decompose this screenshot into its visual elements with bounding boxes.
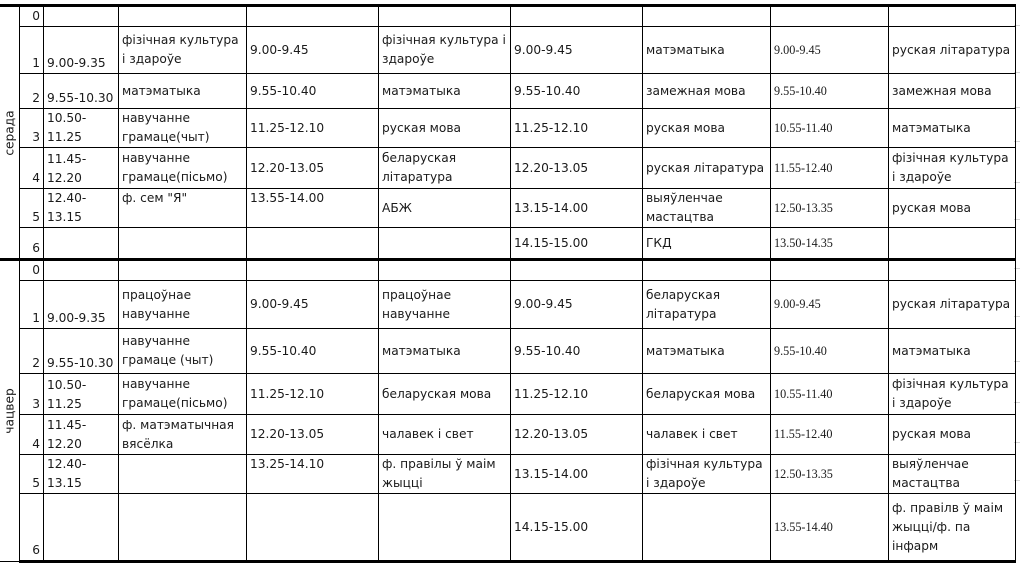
subject-cell[interactable]: беларуская мова xyxy=(643,374,771,415)
subject-cell[interactable] xyxy=(379,6,511,27)
subject-cell[interactable]: беларуская літаратура xyxy=(379,148,511,189)
lesson-number-cell[interactable]: 5 xyxy=(20,455,44,494)
time-cell[interactable]: 13.55-14.00 xyxy=(247,189,379,228)
lesson-number-cell[interactable]: 4 xyxy=(20,415,44,455)
subject-cell[interactable]: навучанне грамаце(пісьмо) xyxy=(119,374,247,415)
subject-cell[interactable]: руская мова xyxy=(643,109,771,148)
table-row xyxy=(0,329,1016,374)
lesson-number-cell[interactable]: 6 xyxy=(20,494,44,562)
subject-cell[interactable] xyxy=(119,494,247,562)
time-cell[interactable]: 9.00-9.45 xyxy=(771,281,889,329)
time-cell[interactable]: 9.00-9.35 xyxy=(44,281,119,329)
lesson-number-cell[interactable]: 2 xyxy=(20,74,44,109)
time-cell[interactable]: 9.55-10.40 xyxy=(247,74,379,109)
lesson-number-cell[interactable]: 1 xyxy=(20,281,44,329)
subject-cell[interactable]: матэматыка xyxy=(379,329,511,374)
subject-cell[interactable]: працоўнае навучанне xyxy=(119,281,247,329)
subject-cell[interactable]: руская мова xyxy=(889,415,1016,455)
time-cell[interactable]: 10.55-11.40 xyxy=(771,374,889,415)
time-cell[interactable]: 11.45-12.20 xyxy=(44,415,119,455)
time-cell[interactable]: 9.55-10.40 xyxy=(247,329,379,374)
time-cell[interactable] xyxy=(771,6,889,27)
lesson-number-cell[interactable]: 3 xyxy=(20,109,44,148)
schedule-table xyxy=(0,4,1016,563)
time-cell[interactable]: 12.50-13.35 xyxy=(771,455,889,494)
subject-cell[interactable] xyxy=(119,455,247,494)
subject-cell[interactable]: чалавек і свет xyxy=(379,415,511,455)
time-cell[interactable]: 10.55-11.40 xyxy=(771,109,889,148)
subject-cell[interactable]: матэматыка xyxy=(889,109,1016,148)
time-cell[interactable]: 10.50-11.25 xyxy=(44,374,119,415)
table-row xyxy=(0,494,1016,562)
subject-cell[interactable]: матэматыка xyxy=(643,27,771,74)
table-row xyxy=(0,109,1016,148)
day-label: серада xyxy=(2,109,16,156)
time-cell[interactable] xyxy=(44,6,119,27)
time-cell[interactable]: 11.25-12.10 xyxy=(247,374,379,415)
time-cell[interactable]: 12.40-13.15 xyxy=(44,189,119,228)
table-row xyxy=(0,455,1016,494)
subject-cell[interactable]: руская літаратура xyxy=(643,148,771,189)
lesson-number-cell[interactable]: 3 xyxy=(20,374,44,415)
subject-cell[interactable]: навучанне грамаце (чыт) xyxy=(119,329,247,374)
subject-cell[interactable]: фізічная культура і здароўе xyxy=(643,455,771,494)
time-cell[interactable] xyxy=(247,228,379,260)
lesson-number-cell[interactable]: 5 xyxy=(20,189,44,228)
time-cell[interactable]: 9.55-10.30 xyxy=(44,329,119,374)
time-cell[interactable]: 11.25-12.10 xyxy=(511,109,643,148)
subject-cell[interactable]: выяўленчае мастацтва xyxy=(889,455,1016,494)
time-cell[interactable]: 13.15-14.00 xyxy=(511,455,643,494)
table-row xyxy=(0,189,1016,228)
time-cell[interactable] xyxy=(247,260,379,281)
subject-cell[interactable]: руская літаратура xyxy=(889,27,1016,74)
time-cell[interactable] xyxy=(247,6,379,27)
table-row xyxy=(0,260,1016,281)
day-label-cell[interactable] xyxy=(0,6,20,260)
time-cell[interactable]: 10.50-11.25 xyxy=(44,109,119,148)
subject-cell[interactable]: ф. сем "Я" xyxy=(119,189,247,228)
time-cell[interactable]: 9.55-10.30 xyxy=(44,74,119,109)
table-row xyxy=(0,415,1016,455)
subject-cell[interactable] xyxy=(379,228,511,260)
subject-cell[interactable]: матэматыка xyxy=(379,74,511,109)
time-cell[interactable] xyxy=(771,260,889,281)
time-cell[interactable] xyxy=(44,228,119,260)
subject-cell[interactable]: АБЖ xyxy=(379,189,511,228)
lesson-number-cell[interactable]: 2 xyxy=(20,329,44,374)
subject-cell[interactable]: ф. правілы ў маім жыцці xyxy=(379,455,511,494)
lesson-number-cell[interactable]: 4 xyxy=(20,148,44,189)
time-cell[interactable]: 11.55-12.40 xyxy=(771,415,889,455)
time-cell[interactable]: 9.00-9.45 xyxy=(247,281,379,329)
time-cell[interactable]: 13.25-14.10 xyxy=(247,455,379,494)
time-cell[interactable]: 11.25-12.10 xyxy=(511,374,643,415)
lesson-number-cell[interactable]: 1 xyxy=(20,27,44,74)
table-row xyxy=(0,148,1016,189)
time-cell[interactable]: 12.20-13.05 xyxy=(247,415,379,455)
time-cell[interactable]: 9.55-10.40 xyxy=(511,329,643,374)
time-cell[interactable] xyxy=(247,494,379,562)
time-cell[interactable]: 9.00-9.45 xyxy=(511,281,643,329)
subject-cell[interactable]: навучанне грамаце(чыт) xyxy=(119,109,247,148)
subject-cell[interactable]: фізічная культура і здароўе xyxy=(119,27,247,74)
time-cell[interactable]: 11.45-12.20 xyxy=(44,148,119,189)
time-cell[interactable] xyxy=(44,494,119,562)
time-cell[interactable]: 11.55-12.40 xyxy=(771,148,889,189)
time-cell[interactable] xyxy=(44,260,119,281)
time-cell[interactable]: 13.15-14.00 xyxy=(511,189,643,228)
subject-cell[interactable]: чалавек і свет xyxy=(643,415,771,455)
lesson-number-cell[interactable]: 6 xyxy=(20,228,44,260)
subject-cell[interactable]: працоўнае навучанне xyxy=(379,281,511,329)
time-cell[interactable]: 12.20-13.05 xyxy=(511,148,643,189)
subject-cell[interactable]: руская літаратура xyxy=(889,281,1016,329)
time-cell[interactable]: 9.00-9.35 xyxy=(44,27,119,74)
subject-cell[interactable]: руская мова xyxy=(379,109,511,148)
subject-cell[interactable] xyxy=(119,6,247,27)
subject-cell[interactable]: фізічная культура і здароўе xyxy=(889,148,1016,189)
subject-cell[interactable] xyxy=(643,494,771,562)
subject-cell[interactable]: ф. правілв ў маім жыцці/ф. па інфарм xyxy=(889,494,1016,562)
time-cell[interactable]: 13.55-14.40 xyxy=(771,494,889,562)
schedule-body xyxy=(0,6,1016,562)
subject-cell[interactable]: фізічная культура і здароўе xyxy=(889,374,1016,415)
subject-cell[interactable]: замежная мова xyxy=(643,74,771,109)
subject-cell[interactable] xyxy=(119,260,247,281)
time-cell[interactable]: 12.20-13.05 xyxy=(247,148,379,189)
subject-cell[interactable] xyxy=(889,228,1016,260)
subject-cell[interactable]: матэматыка xyxy=(889,329,1016,374)
time-cell[interactable] xyxy=(511,260,643,281)
subject-cell[interactable]: беларуская літаратура xyxy=(643,281,771,329)
time-cell[interactable]: 12.40-13.15 xyxy=(44,455,119,494)
time-cell[interactable]: 14.15-15.00 xyxy=(511,228,643,260)
subject-cell[interactable]: матэматыка xyxy=(643,329,771,374)
day-label-cell[interactable] xyxy=(0,260,20,562)
time-cell[interactable]: 9.00-9.45 xyxy=(771,27,889,74)
time-cell[interactable] xyxy=(511,6,643,27)
time-cell[interactable]: 13.50-14.35 xyxy=(771,228,889,260)
day-label: чацвер xyxy=(2,388,16,434)
time-cell[interactable]: 11.25-12.10 xyxy=(247,109,379,148)
time-cell[interactable]: 9.00-9.45 xyxy=(511,27,643,74)
subject-cell[interactable] xyxy=(889,6,1016,27)
subject-cell[interactable]: беларуская мова xyxy=(379,374,511,415)
subject-cell[interactable]: ф. матэматычная вясёлка xyxy=(119,415,247,455)
subject-cell[interactable] xyxy=(379,260,511,281)
time-cell[interactable]: 14.15-15.00 xyxy=(511,494,643,562)
subject-cell[interactable] xyxy=(643,6,771,27)
subject-cell[interactable]: ГКД xyxy=(643,228,771,260)
time-cell[interactable]: 9.55-10.40 xyxy=(771,329,889,374)
table-row xyxy=(0,228,1016,260)
subject-cell[interactable]: выяўленчае мастацтва xyxy=(643,189,771,228)
subject-cell[interactable]: замежная мова xyxy=(889,74,1016,109)
time-cell[interactable]: 12.50-13.35 xyxy=(771,189,889,228)
table-row xyxy=(0,281,1016,329)
subject-cell[interactable]: фізічная культура і здароўе xyxy=(379,27,511,74)
time-cell[interactable]: 9.00-9.45 xyxy=(247,27,379,74)
subject-cell[interactable] xyxy=(643,260,771,281)
table-row xyxy=(0,74,1016,109)
subject-cell[interactable]: руская мова xyxy=(889,189,1016,228)
table-row xyxy=(0,6,1016,27)
lesson-number-cell[interactable]: 0 xyxy=(20,260,44,281)
subject-cell[interactable] xyxy=(119,228,247,260)
time-cell[interactable]: 9.55-10.40 xyxy=(511,74,643,109)
lesson-number-cell[interactable]: 0 xyxy=(20,6,44,27)
table-row xyxy=(0,374,1016,415)
subject-cell[interactable] xyxy=(379,494,511,562)
subject-cell[interactable]: матэматыка xyxy=(119,74,247,109)
time-cell[interactable]: 12.20-13.05 xyxy=(511,415,643,455)
subject-cell[interactable] xyxy=(889,260,1016,281)
subject-cell[interactable]: навучанне грамаце(пісьмо) xyxy=(119,148,247,189)
time-cell[interactable]: 9.55-10.40 xyxy=(771,74,889,109)
table-row xyxy=(0,27,1016,74)
